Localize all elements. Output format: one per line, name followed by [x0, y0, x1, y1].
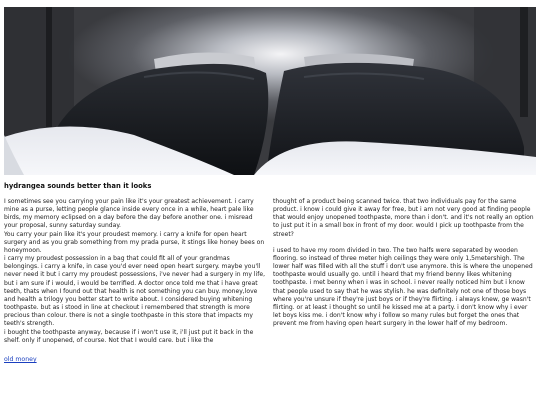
- paragraph: I sometimes see you carrying your pain like it's your greatest achievement. i carry mine as a purse, letting people glance inside every once in a while, heart pale like birds, my memory eclipsed on a day before the day before another one. i misread your proposal, sunny saturday sunday.: [4, 198, 254, 230]
- paragraph: i bought the toothpaste anyway, because if i won't use it, i'll just put it back in the shelf. only if unopened, of course. Not that I would care. but i like the: [4, 328, 254, 344]
- paragraph: thought of a product being scanned twice. that two individuals pay for the same product. i know i could give it away for free, but i am not very good at finding people that would enjoy unopened toothpaste, more than i don't. and it's not really an option to just put it in a small box in front of my door. would I pick up toothpaste from the street?: [273, 198, 534, 238]
- paragraph: i carry my proudest possession in a bag that could fit all of your grandmas belongings. i carry a knife, in case you'd ever need open heart surgery. maybe you'll never need it but i carry my proudest possessions, i've never had a surgery in my life, but i am sure if i would, i would be terrified. A doctor once told me that i have great teeth, thats when I found out that health is not something you can buy. money,love and health a trilogy you better start to write about. I considered buying whitening toothpaste. but as i stood in line at checkout i remembered that strength is more precious than colour. there is not a single toothpaste in this store that impacts my teeth's strength.: [4, 255, 266, 328]
- post-body-right-column: [273, 198, 537, 328]
- paragraph: i used to have my room divided in two. The two halfs were separated by wooden flooring. so instead of three meter high ceilings they were only 1,5metershigh. The lower half was filled with all the stuff i don't use anymore. this is where the unopened toothpaste would usually go. until i heard that my friend benny likes whitening toothpaste. i met benny when i was in school. i never really noticed him but i know that people used to say that he was stylish. he was definitely not one of those boys where you're unsure if they're just boys or if they're flirting. i always knew, ge wasn't flirting. or at least i thought so until he kissed me at a party. i don't know why i ever let boys kiss me. i don't know why i follow so many rules but forget the ones that prevent me from having open heart surgery in the lower half of my bedroom.: [273, 246, 533, 328]
- post-title: hydrangea sounds better than it looks: [4, 182, 152, 190]
- paragraph-gap: [273, 239, 537, 247]
- post-body-left-column: [4, 198, 266, 345]
- header-photo: [4, 7, 536, 175]
- photo-image: [4, 7, 536, 175]
- paragraph: You carry your pain like it's your proudest memory. i carry a knife for open heart surgery and as you grab something from my prada purse, it stings like honey bees on honeymoon.: [4, 230, 265, 254]
- old-money-link[interactable]: old money: [4, 356, 37, 363]
